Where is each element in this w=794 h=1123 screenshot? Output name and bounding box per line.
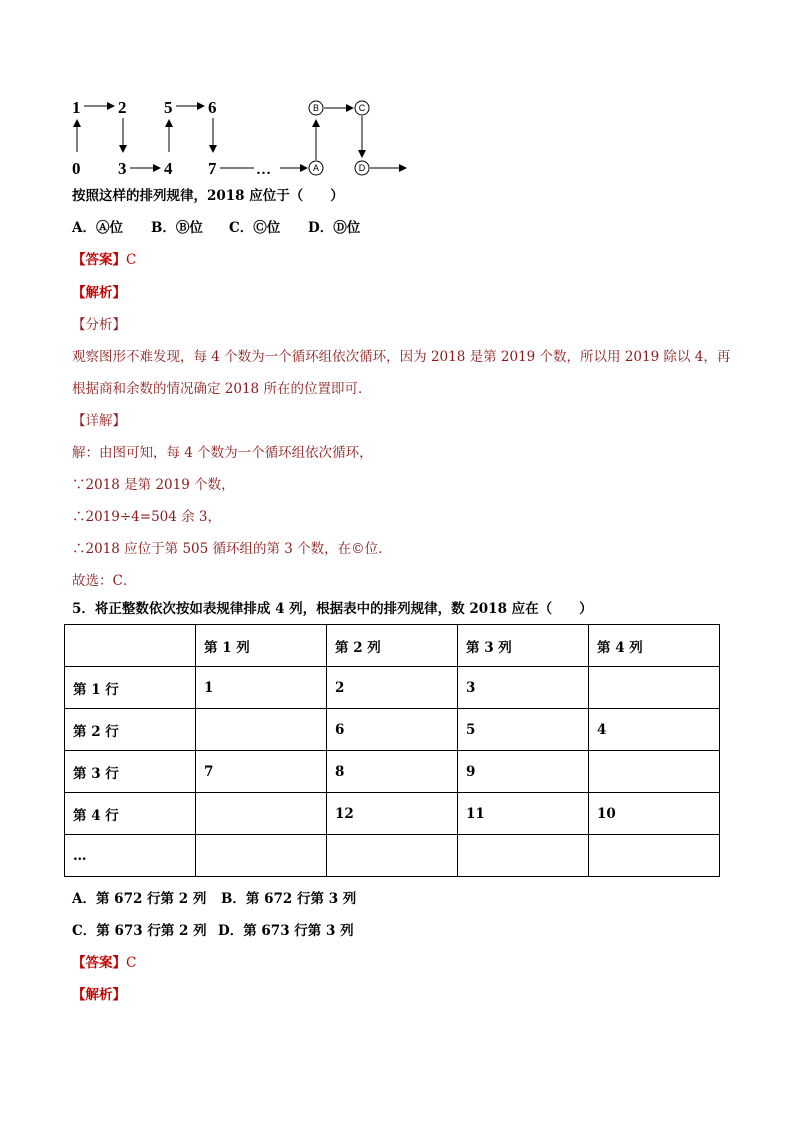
table-header-cell [65, 625, 196, 667]
table-cell: 2 [327, 667, 458, 709]
table-cell: 第 2 行 [65, 709, 196, 751]
table-cell: 第 3 行 [65, 751, 196, 793]
q4-fenxi-line1: 观察图形不难发现，每 4 个数为一个循环组依次循环，因为 2018 是第 2019 个数，所以用 2019 除以 4，再 [72, 349, 731, 365]
ellipsis: … [256, 162, 271, 178]
num-0: 0 [72, 159, 81, 178]
label-c: C [358, 103, 366, 113]
table-cell: 8 [327, 751, 458, 793]
num-7: 7 [208, 159, 217, 178]
table-cell [589, 751, 720, 793]
table-row [65, 793, 720, 835]
table-cell: 9 [458, 751, 589, 793]
table-cell: 1 [196, 667, 327, 709]
q4-option-c: C．Ⓒ位 [229, 220, 281, 236]
table-row [65, 751, 720, 793]
table-cell [196, 793, 327, 835]
label-d: D [358, 163, 366, 173]
num-1: 1 [72, 98, 81, 117]
q5-option-c: C．第 673 行第 2 列 [72, 923, 207, 939]
pattern-figure [66, 92, 416, 182]
q5-option-a: A．第 672 行第 2 列 [72, 891, 207, 907]
q4-xiangjie-tag: 【详解】 [72, 413, 126, 429]
table-cell [196, 709, 327, 751]
label-a: A [312, 163, 320, 173]
num-6: 6 [208, 98, 217, 117]
table-header-cell: 第 2 列 [327, 625, 458, 667]
q5-answer [72, 954, 136, 972]
q4-stem: 按照这样的排列规律，2018 应位于（ ） [72, 188, 344, 204]
answer-value: C [126, 252, 137, 268]
label-b: B [312, 103, 320, 113]
q4-step4: ∴2018 应位于第 505 循环组的第 3 个数，在©位． [72, 541, 392, 557]
table-cell [589, 667, 720, 709]
table-cell: 11 [458, 793, 589, 835]
q5-option-d: D．第 673 行第 3 列 [218, 923, 354, 939]
q5-analysis-tag: 【解析】 [72, 987, 126, 1003]
num-5: 5 [164, 98, 173, 117]
num-2: 2 [118, 98, 127, 117]
table-cell: 第 1 行 [65, 667, 196, 709]
table-cell: … [65, 835, 196, 877]
table-cell: 10 [589, 793, 720, 835]
answer-tag: 【答案】 [72, 252, 126, 268]
table-cell: 6 [327, 709, 458, 751]
q4-choice: 故选：C． [72, 573, 137, 589]
q4-option-d: D．Ⓓ位 [308, 220, 361, 236]
table-cell: 4 [589, 709, 720, 751]
q4-analysis-tag: 【解析】 [72, 285, 126, 301]
table-cell: 7 [196, 751, 327, 793]
q4-fenxi-line2: 根据商和余数的情况确定 2018 所在的位置即可． [72, 381, 372, 397]
table-cell [327, 835, 458, 877]
q5-stem: 5．将正整数依次按如表规律排成 4 列，根据表中的排列规律，数 2018 应在（ ） [72, 601, 593, 617]
q5-option-b: B．第 672 行第 3 列 [221, 891, 357, 907]
table-header-cell: 第 4 列 [589, 625, 720, 667]
table-cell: 第 4 行 [65, 793, 196, 835]
table-header-row [65, 625, 720, 667]
q4-step2: ∵2018 是第 2019 个数， [72, 477, 235, 493]
num-3: 3 [118, 159, 127, 178]
table-row [65, 709, 720, 751]
answer-tag: 【答案】 [72, 955, 126, 971]
table-header-cell: 第 1 列 [196, 625, 327, 667]
answer-value: C [126, 955, 137, 971]
table-row [65, 667, 720, 709]
num-4: 4 [164, 159, 173, 178]
q4-step3: ∴2019÷4=504 余 3， [72, 509, 222, 525]
q4-answer [72, 251, 136, 269]
table-cell [589, 835, 720, 877]
pattern-table [64, 624, 720, 877]
table-cell [458, 835, 589, 877]
table-cell [196, 835, 327, 877]
table-header-cell: 第 3 列 [458, 625, 589, 667]
q4-step1: 解：由图可知，每 4 个数为一个循环组依次循环， [72, 445, 373, 461]
table-cell: 3 [458, 667, 589, 709]
q4-option-b: B．Ⓑ位 [151, 220, 203, 236]
table-cell: 12 [327, 793, 458, 835]
table-cell: 5 [458, 709, 589, 751]
q4-option-a: A．Ⓐ位 [72, 220, 123, 236]
q4-fenxi-tag: 【分析】 [72, 317, 126, 333]
number-pattern-diagram [66, 92, 416, 186]
table-row [65, 835, 720, 877]
